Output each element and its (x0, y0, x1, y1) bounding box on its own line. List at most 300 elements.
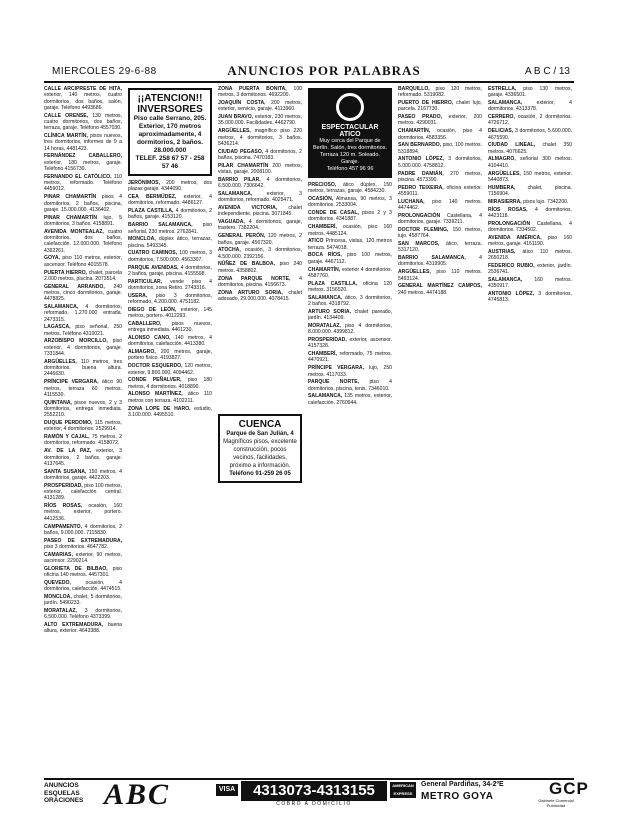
classified-ad (128, 222, 212, 235)
classified-ad-heading: CALLE ORENSE, (44, 112, 89, 119)
page-number: A B C / 13 (524, 66, 570, 77)
visa-card-icon: VISA (216, 784, 238, 796)
footer-phones: 4313073-4313155 (241, 781, 387, 801)
classified-ad-heading: JUAN BRAVO, (218, 114, 254, 121)
classified-ad-text: 150 metros, exterior. 5440873. (488, 170, 572, 183)
classified-ad-text: chalet, piscina. 7156904. (488, 184, 572, 197)
classified-ad-heading: SAN MARCOS, (398, 241, 440, 248)
classified-ad-heading: BOCA RÍOS, (308, 252, 342, 259)
classified-ad (308, 182, 392, 195)
classified-ad-heading: AVENIDA AMÉRICA, (488, 234, 542, 241)
classified-ad-heading: ARGÜELLES, (488, 170, 521, 177)
atico-title: ESPECTACULAR ATICO (321, 124, 379, 138)
classified-ad-text: 75 metros, 2 dormitorios, reformado. 4158072. (44, 434, 122, 447)
classified-ad-text: pisos nuevos, 2 y 3 dormitorios, entrega inmediata. 2552210. (44, 399, 122, 419)
classified-ad-heading: GENERAL PERÓN, (218, 233, 266, 240)
classified-ad-text: 120 metros, exterior, 9.800.000. 4094462. (128, 363, 212, 376)
classified-ad-text: vende piso 4 dormitorios, zona Retiro. 2743316. (128, 278, 212, 291)
classified-ad-heading: ESTRELLA, (488, 86, 517, 92)
classified-ad-text: Castellana, 4 dormitorios. 7334502. (488, 220, 572, 233)
classified-ad (218, 177, 302, 190)
classified-ad-text: pisos nuevos, entrega inmediata. 4461230. (128, 320, 212, 334)
classified-ad-heading: USERA, (128, 292, 148, 299)
classified-ad-heading: PROLONGACIÓN (488, 220, 531, 227)
classified-ad-text: 100 metros, 3 dormitorios. 4692200. (218, 86, 302, 99)
footer-cat-anuncios: ANUNCIOS (44, 782, 79, 789)
classified-ad-text: lujo, 5 dormitorios, 3 baños. 4158891. (44, 214, 122, 227)
classified-ad-heading: CABALLERO, (128, 320, 162, 327)
classified-ad-text: 110 metros, tres dormitorios, buena altura. 2446630. (44, 358, 122, 378)
classified-ad (128, 391, 212, 404)
classified-ad-text: ático 110 metros con terraza. 4102211. (128, 391, 212, 404)
classified-ad-text: buena altura, exterior. 4643388. (44, 622, 122, 635)
classified-ad-text: 4 dormitorios. 4423118. (488, 206, 572, 219)
classified-ad-text: 4 dormitorios, 2 baños, piscina. 7470183. (218, 148, 302, 161)
classified-ad (488, 199, 572, 205)
classified-ad-heading: SALAMANCA, (488, 277, 523, 284)
cuenca-phone: Teléfono 91-259 26 05 (229, 471, 291, 477)
classified-ad-heading: PRECIOSO, (308, 182, 337, 188)
classified-ad-heading: BARRIO PILAR, (218, 176, 261, 183)
classified-ad-text: exterior, 140 metros, cuatro dormitorios, dos baños, salón, garaje. Teléfono 4493686. (44, 92, 122, 111)
classified-ad-heading: ARGÜELLES, (44, 358, 77, 365)
classified-ad-text: exterior, 145 metros, portero. 4012293. (128, 306, 212, 320)
classified-ad-heading: PASEO PRADO, (398, 114, 442, 121)
cuenca-ad-wrap (218, 412, 302, 487)
classified-ad-text: exterior 4 dormitorios. 4587760. (308, 266, 392, 279)
amex-card-icon: AMERICAN EXPRESS (390, 782, 416, 798)
classified-ad-heading: MONCLOA, (128, 236, 156, 243)
classified-ad-heading: ZONA PARQUE NORTE, (218, 275, 291, 282)
classified-ad-heading: PUERTA HIERRO, (44, 269, 88, 276)
classified-ad-heading: CONDE DE CASAL, (308, 210, 359, 217)
classified-ad-text: 120 metros, 2 baños, garaje. 4567320. (218, 233, 302, 246)
classified-ad (128, 349, 212, 362)
classified-ad-text: magnífico piso 220 metros, 4 dormitorios, 3 baños. 5436214. (218, 128, 302, 147)
classified-ad-heading: ZONA LOPE DE HARO, (128, 405, 191, 412)
classified-ad (218, 261, 302, 274)
classified-ad (488, 142, 572, 155)
classified-ad-text: piso señorial, 230 metros. 2762841. (128, 222, 212, 235)
classified-ad (128, 265, 212, 278)
classified-ad-text: chalet 350 metros. 4076625. (488, 142, 572, 155)
classified-ad-heading: DELICIAS, (488, 128, 514, 135)
classified-ad (308, 365, 392, 378)
classified-ad-heading: SALAMANCA, (44, 304, 79, 310)
classified-ad-heading: DOCTOR ESQUERDO, (128, 363, 183, 370)
classified-ad (308, 196, 392, 209)
classified-ad-text: dúplex ático, terrazas, piscina. 5493345. (128, 236, 212, 249)
page-footer (44, 778, 589, 811)
classified-ad (308, 337, 392, 350)
classified-ad-heading: AUSTRIAS, (488, 248, 516, 255)
classified-ad-heading: PINAR CHAMARTÍN (44, 194, 97, 201)
classified-ad-heading: PEDRO TEIXEIRA, (398, 184, 444, 191)
classified-ad (218, 276, 302, 289)
classified-ad (128, 363, 212, 376)
classified-ad-text: chalet pareado, jardín. 4134409. (308, 308, 392, 322)
atico-ad (308, 88, 392, 178)
classified-ad (488, 128, 572, 141)
classified-ad-heading: CEA BERMÚDEZ, (128, 194, 177, 201)
atico-phone: Teléfono 457 96 96 (326, 166, 374, 172)
classified-ad-heading: PROLONGACIÓN (398, 212, 441, 219)
classified-ad-text: 110 metros, reformado. Teléfono 4459012. (44, 173, 122, 193)
classified-ad-heading: ZONA PUERTA BONITA, (218, 86, 287, 92)
classified-ad-text: chalet, 5 dormitorios, jardín. 5490233. (44, 593, 122, 607)
classified-ad-text: ático, terraza. 5317120. (398, 241, 482, 254)
classified-ad-heading: VAGUADA, (218, 219, 245, 226)
classified-ad (44, 608, 122, 621)
atencion-phone: TELEF. 258 67 57 - 258 57 46 (135, 155, 205, 170)
classified-ad-text: exterior, ascensor. 4157328. (308, 337, 392, 350)
classified-ad-text: 270 metros, piscina. 4573390. (398, 170, 482, 183)
classified-ad (308, 238, 392, 251)
classified-ad (44, 538, 122, 551)
classified-ad (128, 208, 212, 221)
classified-ad-heading: ZONA ARTURO SORIA, (218, 289, 283, 296)
page-header (44, 63, 574, 83)
classified-ad (398, 255, 482, 268)
classified-ad (488, 235, 572, 248)
column-1 (44, 86, 122, 756)
classified-ad-heading: SALAMANCA, (488, 100, 523, 107)
classified-ad-text: ático dúplex, 150 metros, terrazas, garaje. 4584230. (308, 182, 392, 195)
classified-ad-heading: ALTO EXTREMADURA, (44, 622, 104, 629)
classified-ad (488, 100, 572, 113)
classified-ad-heading: ANTONIO LÓPEZ, (398, 156, 445, 163)
classified-ad-text: 150 metros, lujo. 4587764. (398, 226, 482, 240)
classified-ad (44, 215, 122, 228)
classified-ad-heading: SALAMANCA, (308, 294, 343, 301)
classified-ad-heading: FEDERICO RUBIO, (488, 262, 535, 269)
classified-ad-text: exterior, 4 dormitorios. 4313378. (488, 100, 572, 113)
classified-ad (44, 270, 122, 283)
classified-ad (308, 309, 392, 322)
classified-ad (44, 324, 122, 337)
classified-ad-heading: ANTONIO LÓPEZ, (488, 291, 535, 298)
classified-ad-text: 4 dormitorios, garaje, trastero. 7382204. (218, 219, 302, 232)
classified-ad (488, 185, 572, 198)
classified-ad (398, 171, 482, 184)
classified-ad-text: piso 240 metros. 4358802. (218, 261, 302, 274)
classified-ad (44, 420, 122, 433)
classified-ad (218, 290, 302, 303)
classified-ad-heading: CLÍNICA MARTÍN, (44, 133, 88, 140)
classified-ad-heading: ATICO (308, 238, 324, 245)
classified-ad (308, 267, 392, 280)
classified-ad-heading: CHAMARTÍN, (308, 266, 341, 273)
classified-ad-text: 160 metros. 4350917. (488, 277, 572, 290)
classified-ad (128, 236, 212, 249)
classified-ad (44, 174, 122, 193)
classified-ad-text: 3 dormitorios, 5.600.000. 4675590. (488, 128, 572, 141)
classified-ad-text: piso 130 metros, garaje. 4336501. (488, 86, 572, 99)
classified-ad-text: ocasión, 160 metros, exterior, portero. 4412536. (44, 503, 122, 522)
classified-ad-heading: CIUDAD LINEAL, (488, 142, 536, 149)
classified-ad-heading: SAN BERNARDO, (398, 142, 442, 149)
classified-ad (44, 379, 122, 398)
classified-ad-text: piso 140 metros. 4474462. (398, 198, 482, 212)
classified-ad-text: chalet lujo, parcela. 2167730. (398, 100, 482, 113)
classified-ad-text: piso 100 metros, garaje. 4467112. (308, 252, 392, 265)
classified-ad (128, 406, 212, 419)
classified-ad (488, 156, 572, 169)
classified-ad-heading: PRÍNCIPE VERGARA, (308, 365, 365, 372)
classified-ad-heading: ARTURO SORIA, (308, 308, 351, 315)
classified-ad-text: pisos 2 y 3 dormitorios. 4341887. (308, 210, 392, 223)
classified-ad-heading: NÚÑEZ DE BALBOA, (218, 261, 275, 268)
classified-ad-text: exterior, 90 metros, ascensor. 2290214. (44, 551, 122, 564)
classified-ad-text: ático 110 metros. 2650218. (488, 248, 572, 262)
classified-ad-text: 4 dormitorios, 6.500.000. 7306642. (218, 176, 302, 190)
classified-ad-heading: GENERAL MARTÍNEZ CAMPOS, (398, 283, 482, 290)
classified-ad-text: ocasión, piso 160 metros. 4485124. (308, 224, 392, 237)
classified-ad (44, 552, 122, 565)
classified-ad-heading: ALONSO CANO, (128, 335, 171, 342)
classified-ad-heading: QUINTANA, (44, 399, 72, 406)
classified-ad-text: 100 metros, 3 dormitorios, 7.500.000. 4563307. (128, 250, 212, 263)
classified-ad-text: piso 160 metros, garaje. 4161190. (488, 234, 572, 248)
classified-ad (128, 335, 212, 348)
classified-ad-text: exterior, jardín. 2536741. (488, 262, 572, 276)
classified-ad-text: 200 metros, exterior, servicio, garaje. 4113960. (218, 100, 302, 113)
classified-ad (44, 194, 122, 213)
classified-ad-heading: BARQUILLO, (398, 86, 430, 92)
classified-ad (218, 205, 302, 218)
footer-cat-esquelas: ESQUELAS (44, 789, 80, 797)
classified-ad-heading: CAMARIAS, (44, 551, 73, 558)
classified-ad (398, 199, 482, 212)
classified-ad-heading: ARGÜELLES, (398, 269, 431, 276)
classified-ad (488, 114, 572, 127)
classified-ad-heading: JERÓNIMOS, (128, 180, 160, 186)
classified-ad-text: señorial 300 metros. 4104410. (488, 156, 572, 169)
classified-ad-text: 200 metros, vistas, garaje. 2008100. (218, 162, 302, 176)
footer-categories (44, 782, 83, 805)
classified-ad-heading: FERNANDO EL CATÓLICO, (44, 173, 112, 180)
classified-ad-text: exterior, 4 dormitorios, reformado. 4486127. (128, 194, 212, 207)
classified-ad-text: Castellana, 4 dormitorios, garaje. 7339211. (398, 212, 482, 226)
classified-ad-text: 150 metros, 4 dormitorios, garaje. 4422203. (44, 468, 122, 481)
atencion-title: ¡¡ATENCION!! (137, 93, 203, 104)
classified-ad (308, 295, 392, 308)
classified-ad (488, 86, 572, 99)
classified-ad (128, 279, 212, 292)
classified-ad (398, 283, 482, 296)
classified-ad (128, 307, 212, 320)
classified-ad-heading: RAMÓN Y CAJAL, (44, 434, 90, 441)
classified-ad (308, 379, 392, 392)
column-4 (308, 86, 392, 756)
classified-ad-heading: CUATRO CAMINOS, (128, 250, 178, 257)
classified-ad-text: piso 3 dormitorios. 4647782. (44, 543, 109, 550)
classified-ad-text: 240 metros, cinco dormitorios, garaje. 4478825. (44, 283, 122, 303)
classified-ad-text: 4 dormitorios. 4319905. (398, 255, 482, 268)
classified-ad-text: ático 90 metros, terraza 60 metros. 4115530. (44, 379, 122, 398)
classified-ad (44, 524, 122, 537)
classified-ad-heading: PUERTO DE HIERRO, (398, 100, 454, 107)
column-2 (128, 86, 212, 756)
column-5 (398, 86, 482, 756)
classified-ad-heading: PLAZA CASTILLA, (128, 208, 174, 215)
classified-ad-heading: CHAMARTÍN, (398, 128, 431, 135)
classified-ad-heading: MORATALAZ, (308, 322, 341, 329)
column-6 (488, 86, 572, 756)
classified-ad-text: ático, 3 dormitorios, 2 baños. 4318792. (308, 294, 392, 308)
classified-ad-text: piso 100 metros, exterior, calefacción central. 4131289. (44, 482, 122, 502)
classified-ad-text: 4 dormitorios, reformado, 1.270.000 entrada. 2473315. (44, 304, 122, 323)
classified-ad (218, 233, 302, 246)
classified-ad (398, 142, 482, 155)
column-4-text (308, 182, 392, 406)
classified-ad-heading: GENERAL ARRANDO, (44, 283, 105, 290)
atencion-ad (128, 88, 212, 176)
classified-ad (218, 128, 302, 147)
classified-ad-heading: ALMAGRO, (488, 156, 516, 163)
classified-ad (44, 133, 122, 152)
footer-phones-sub: COBRO A DOMICILIO (276, 801, 352, 807)
classified-ad-text: 240 metros. 4474188. (398, 289, 448, 296)
classified-ad-heading: CONDE PEÑALVER, (128, 377, 182, 384)
classified-ad (398, 128, 482, 141)
classified-ad (398, 185, 482, 198)
classified-ad (308, 323, 392, 336)
classified-ad-heading: PARQUE AVENIDAS, (128, 264, 179, 271)
classified-ad-text: Almansa, 90 metros, 3 dormitorios. 2533004. (308, 196, 392, 209)
classified-ad (308, 281, 392, 294)
classified-ad-text: piso 110 metros. 5493124. (398, 269, 482, 282)
classified-ad (308, 252, 392, 265)
gcp-subtitle: Gabinete Comercial Publicidad (538, 798, 574, 808)
classified-ad-text: 3 dormitorios. 4745813. (488, 291, 572, 304)
classified-ad (128, 377, 212, 390)
classified-ad (488, 221, 572, 234)
classified-ad-heading: FERNÁNDEZ CABALLERO, (44, 153, 122, 160)
classified-ad-heading: CAMPAMENTO, (44, 523, 83, 530)
classified-ad (128, 194, 212, 207)
classified-ad (44, 503, 122, 522)
classified-ad (128, 180, 212, 193)
header-date: MIERCOLES 29-6-88 (52, 66, 157, 77)
classified-ad (218, 86, 302, 99)
classified-ad (44, 448, 122, 467)
classified-ad-text: 4 dormitorios, 2 baños, garaje, piscina. 4155598. (128, 264, 212, 277)
classified-ad-text: 4 dormitorios, piscina. 4156673. (218, 275, 302, 288)
classified-ad-heading: AVENIDA MONTEALAZ, (44, 228, 104, 235)
classified-ad-heading: PILAR CHAMARTÍN (218, 162, 269, 169)
classified-ad-heading: PINAR CHAMARTÍN (44, 214, 98, 221)
classified-ad (488, 207, 572, 220)
classified-ad-heading: ALMAGRO, (128, 349, 156, 356)
classified-ad-heading: RÍOS ROSAS, (44, 503, 83, 510)
classified-ad-heading: LAGASCA, (44, 324, 71, 331)
footer-cat-oraciones: ORACIONES (44, 797, 84, 804)
classified-ad-heading: SALAMANCA, (218, 190, 253, 197)
classified-ad-text: exterior, 3 dormitorios, 2 baños, garaje. 4137645. (44, 448, 122, 467)
classified-ad (398, 227, 482, 240)
atencion-body: Piso calle Serrano, 205. Exterior, 170 metros aproximadamente, 4 dormitorios, 2 baños. (133, 115, 207, 146)
classified-ad-text: exterior, 230 metros, 35.000.000. Facilidades. 4462790. (218, 114, 302, 127)
classified-ad-heading: LUCHANA, (398, 198, 425, 205)
classified-ad (308, 393, 392, 406)
classified-ad-heading: CHAMBERÍ, (308, 224, 337, 231)
classified-ad-heading: MIRASIERRA, (488, 198, 522, 205)
classified-ad-heading: OCASIÓN, (308, 196, 334, 203)
classified-ad-text: ocasión, 3 dormitorios, 4.500.000. 2392156. (218, 247, 302, 260)
abc-logo: ABC (104, 778, 171, 811)
classified-ad-heading: BARRIO SALAMANCA, (398, 255, 466, 262)
classified-ad-text: piso 120 metros, reformado. 5319082. (398, 86, 482, 99)
classified-ad-heading: MONCLOA, (44, 593, 72, 600)
classified-ad-heading: HUMBERA, (488, 184, 516, 191)
classified-ad-text: ocasión, 2 dormitorios. 4726712. (488, 114, 572, 127)
classified-ad (44, 483, 122, 502)
classified-ad-heading: CERRERO, (488, 114, 515, 121)
classified-ad-text: exterior, 180 metros, garaje. Teléfono 4156730. (44, 159, 122, 173)
classified-ad-heading: ATOCHA, (218, 247, 241, 254)
classified-ad-text: 115 metros, exterior, 4 dormitorios. 2529914. (44, 420, 122, 433)
classified-ad-text: 130 metros, cuatro dormitorios, dos baños, terraza, garaje. Teléfono 4557030. (44, 112, 122, 132)
atico-body: Muy cerca del Parque de Berlín. Salón, tres dormitorios. Terraza 120 m. Soleado. Garaje. (313, 138, 387, 165)
classified-ad (44, 229, 122, 254)
classified-ad-text: piso oficina 140 metros. 4457301. (44, 565, 122, 579)
classified-ad (44, 284, 122, 303)
ad-logo-icon (336, 93, 364, 121)
classified-ad (488, 263, 572, 276)
section-title: ANUNCIOS POR PALABRAS (227, 63, 421, 78)
classified-ad-heading: JOAQUÍN COSTA, (218, 100, 266, 107)
classified-ad-text: 200 metros, dos plazas garaje. 4344090. (128, 180, 212, 193)
classified-ad (44, 304, 122, 323)
classified-ad-text: oficina exterior. 4559011. (398, 184, 482, 197)
cuenca-title: CUENCA (238, 419, 282, 430)
classified-ad (44, 86, 122, 111)
classified-ad-heading: DUQUE PERDOMO, (44, 420, 93, 427)
classified-ad-text: cuatro dormitorios, dos baños, calefacción. 12.000.000. Teléfono 4392261. (44, 228, 122, 254)
classified-ad (488, 277, 572, 290)
classified-ad-text: piso 180 metros, 4 dormitorios. 4018890. (128, 377, 212, 390)
classified-ad (398, 100, 482, 113)
classified-ad-text: 3 dormitorios, 6.500.000. Teléfono 4373399. (44, 608, 122, 621)
cuenca-line1: Parque de San Julián, 4 (226, 431, 294, 437)
classified-ad (128, 321, 212, 334)
classified-ad (218, 247, 302, 260)
classified-ad-heading: PARTICULAR, (128, 278, 163, 285)
classified-ad-heading: DIEGO DE LEÓN, (128, 306, 177, 313)
classified-ad-text: piso, 100 metros. 5318894. (398, 142, 482, 155)
classified-ad (488, 249, 572, 262)
classified-ad-text: oficina 120 metros. 3156520. (308, 280, 392, 293)
classified-ad (398, 86, 482, 99)
classified-ad-text: 200 metros, garaje, portero físico. 4193827. (128, 349, 212, 362)
classified-ad-heading: SANTA SUSANA, (44, 468, 87, 475)
classified-ad (218, 149, 302, 162)
atencion-subtitle: INVERSORES (137, 104, 203, 115)
column-3-text (218, 86, 302, 302)
classified-ad (44, 113, 122, 132)
column-2-text (128, 180, 212, 418)
classified-ad (488, 291, 572, 304)
classified-ad (398, 213, 482, 226)
classified-ad (218, 114, 302, 127)
classified-ad-text: piso 110 metros, exterior, ascensor. Teléfono 4015578. (44, 255, 122, 268)
classified-ad-heading: CHAMBERÍ, (308, 351, 337, 358)
classified-ad-heading: GLORIETA DE BILBAO, (44, 565, 108, 572)
classified-ad (218, 219, 302, 232)
classified-ad (44, 580, 122, 593)
classified-ad-text: chalet adosado, 29.000.000. 4078415. (218, 289, 302, 302)
